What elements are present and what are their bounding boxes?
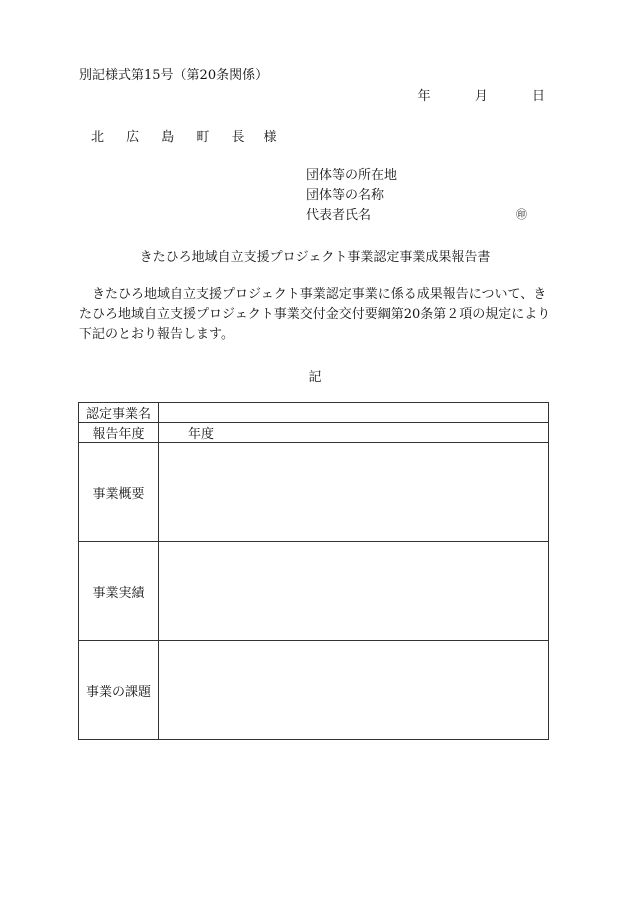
project-name-field[interactable]: [159, 403, 549, 423]
applicant-name-label: 団体等の名称: [306, 188, 385, 203]
seal-mark: ㊞: [516, 208, 527, 221]
date-year: 年: [417, 89, 431, 104]
results-field[interactable]: [159, 542, 549, 641]
document-body: きたひろ地域自立支援プロジェクト事業認定事業に係る成果報告について、きたひろ地域自立支援プロジェクト事業交付金交付要綱第20条第２項の規定により下記のとおり報告します。: [79, 287, 551, 342]
table-row-report-year: [79, 423, 549, 443]
addressee-honorific: 様: [263, 130, 286, 145]
form-number: 別記様式第15号（第20条関係）: [79, 68, 269, 83]
row-label-report-year: 報告年度: [79, 423, 159, 443]
report-table: [78, 402, 549, 740]
date-line: [0, 85, 545, 104]
row-label-project-name: 認定事業名: [79, 403, 159, 423]
issues-field[interactable]: [159, 641, 549, 740]
ki-heading: 記: [308, 370, 322, 385]
overview-field[interactable]: [159, 443, 549, 542]
table-row-issues: [79, 641, 549, 740]
applicant-representative-label: 代表者氏名: [306, 208, 372, 223]
row-label-overview: 事業概要: [79, 443, 159, 542]
report-year-field[interactable]: 年度: [159, 423, 549, 443]
row-label-results: 事業実績: [79, 542, 159, 641]
applicant-address-label: 団体等の所在地: [306, 168, 398, 183]
table-row-project-name: [79, 403, 549, 423]
addressee-name: 北 広 島 町 長: [91, 130, 254, 145]
row-label-issues: 事業の課題: [79, 641, 159, 740]
document-title: きたひろ地域自立支援プロジェクト事業認定事業成果報告書: [139, 250, 491, 265]
date-month: 月: [474, 89, 488, 104]
table-row-overview: [79, 443, 549, 542]
addressee: [91, 126, 286, 145]
table-row-results: [79, 542, 549, 641]
date-day: 日: [531, 89, 545, 104]
applicant-block: [306, 166, 397, 226]
